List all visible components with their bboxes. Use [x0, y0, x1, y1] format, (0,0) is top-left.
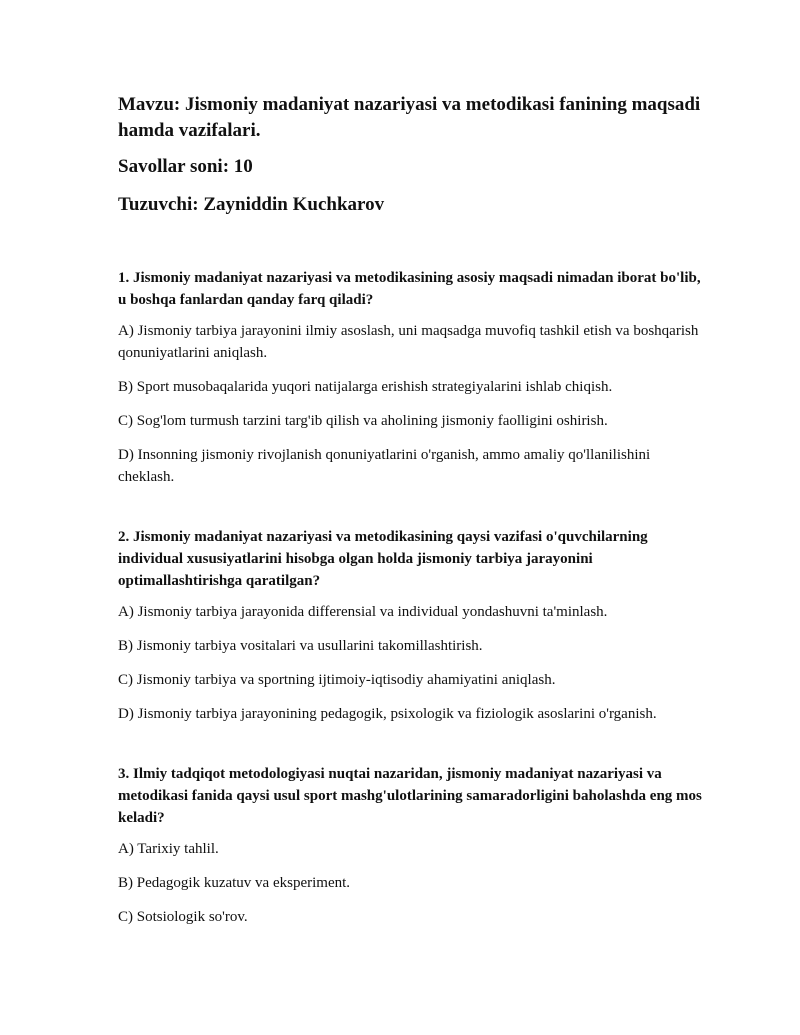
answer-option-a: A) Tarixiy tahlil.	[118, 841, 219, 857]
document-page	[118, 92, 703, 940]
answer-option-d: D) Jismoniy tarbiya jarayonining pedagogik, psixologik va fiziologik asoslarini o'rganish.	[118, 706, 657, 722]
answer-option-b: B) Sport musobaqalarida yuqori natijalarga erishish strategiyalarini ishlab chiqish.	[118, 379, 613, 395]
question-block-2	[118, 526, 703, 725]
answer-option-d: D) Insonning jismoniy rivojlanish qonuniyatlarini o'rganish, ammo amaliy qo'llanilishini cheklash.	[118, 447, 651, 485]
question-text: 3. Ilmiy tadqiqot metodologiyasi nuqtai nazaridan, jismoniy madaniyat nazariyasi va metodikasi fanida qaysi usul sport mashg'ulotlarining samaradorligini baholashda eng mos keladi?	[118, 766, 702, 826]
answer-option-c: C) Jismoniy tarbiya va sportning ijtimoiy-iqtisodiy ahamiyatini aniqlash.	[118, 672, 556, 688]
answer-option-a: A) Jismoniy tarbiya jarayonida differensial va individual yondashuvni ta'minlash.	[118, 604, 608, 620]
question-block-3	[118, 763, 703, 928]
answer-option-a: A) Jismoniy tarbiya jarayonini ilmiy asoslash, uni maqsadga muvofiq tashkil etish va boshqarish qonuniyatlarini aniqlash.	[118, 323, 699, 361]
answer-option-b: B) Jismoniy tarbiya vositalari va usullarini takomillashtirish.	[118, 638, 483, 654]
question-text: 2. Jismoniy madaniyat nazariyasi va metodikasining qaysi vazifasi o'quvchilarning individual xususiyatlarini hisobga olgan holda jismoniy tarbiya jarayonini optimallashtirishga qaratilgan?	[118, 529, 648, 589]
answer-option-c: C) Sog'lom turmush tarzini targ'ib qilish va aholining jismoniy faolligini oshirish.	[118, 413, 608, 429]
question-count: Savollar soni: 10	[118, 156, 253, 177]
document-author: Tuzuvchi: Zayniddin Kuchkarov	[118, 194, 385, 215]
question-block-1	[118, 267, 703, 488]
document-title: Mavzu: Jismoniy madaniyat nazariyasi va metodikasi fanining maqsadi hamda vazifalari.	[118, 94, 701, 141]
answer-option-b: B) Pedagogik kuzatuv va eksperiment.	[118, 875, 351, 891]
answer-option-c: C) Sotsiologik so'rov.	[118, 909, 248, 925]
question-text: 1. Jismoniy madaniyat nazariyasi va metodikasining asosiy maqsadi nimadan iborat bo'lib, u boshqa fanlardan qanday farq qiladi?	[118, 270, 701, 308]
